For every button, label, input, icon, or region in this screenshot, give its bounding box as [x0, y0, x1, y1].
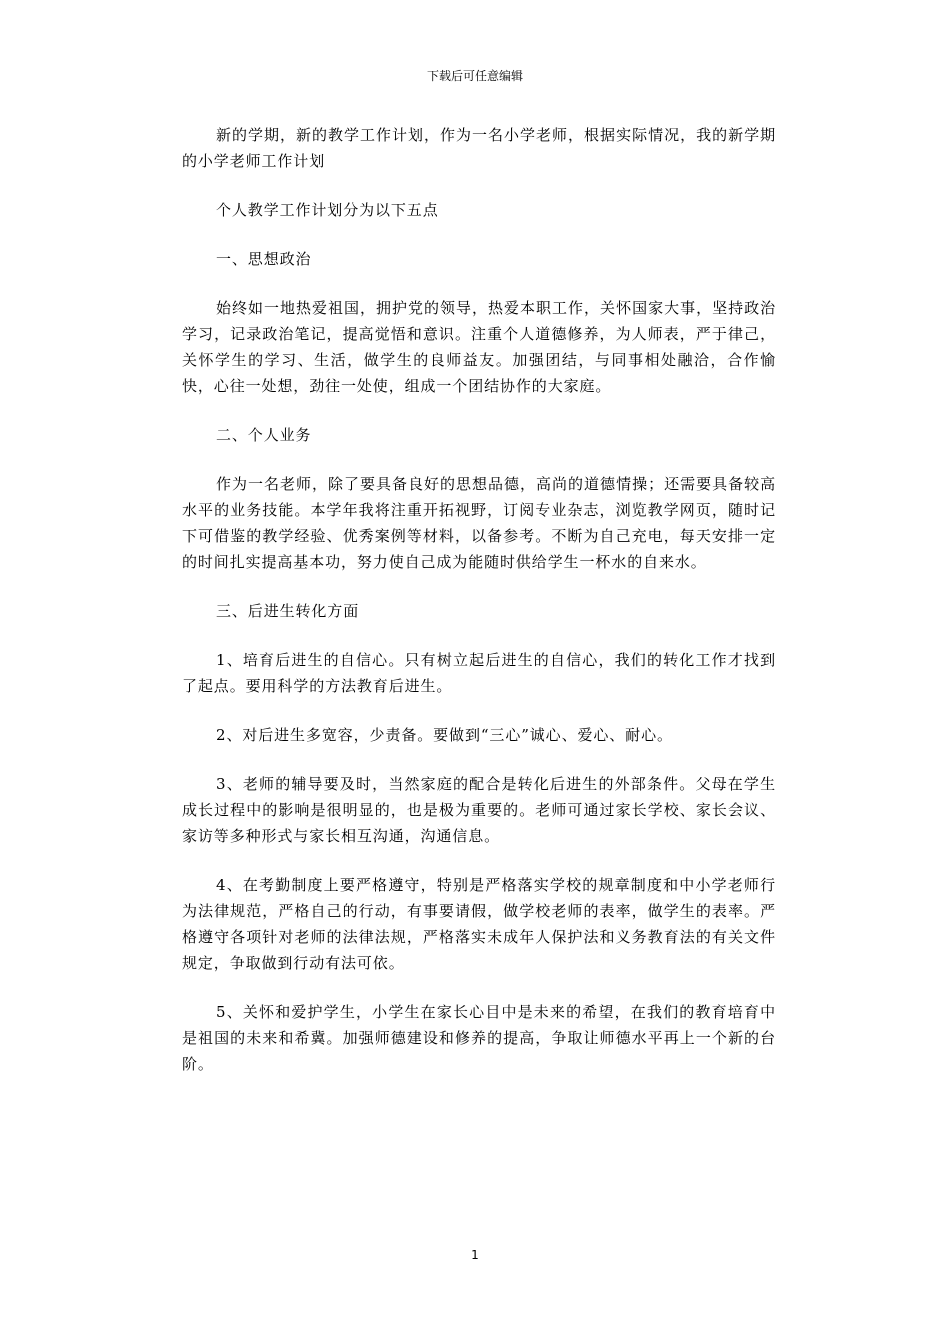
students-item-2: 2、对后进生多宽容，少责备。要做到“三心”诚心、爱心、耐心。 — [216, 726, 673, 744]
students-item-3: 3、老师的辅导要及时，当然家庭的配合是转化后进生的外部条件。父母在学生成长过程中的影响是很明显的，也是极为重要的。老师可通过家长学校、家长会议、家访等多种形式与家长相互沟通，沟通信息。 — [182, 775, 776, 845]
section-heading-students: 三、后进生转化方面 — [216, 602, 360, 620]
page-header: 下载后可任意编辑 — [426, 69, 523, 83]
intro-paragraph: 新的学期，新的教学工作计划，作为一名小学老师，根据实际情况，我的新学期的小学老师工作计划 — [182, 126, 776, 170]
plan-overview: 个人教学工作计划分为以下五点 — [216, 201, 439, 219]
business-paragraph: 作为一名老师，除了要具备良好的思想品德，高尚的道德情操；还需要具备较高水平的业务技能。本学年我将注重开拓视野，订阅专业杂志，浏览教学网页，随时记下可借鉴的教学经验、优秀案例等材料，以备参考。不断为自己充电，每天安排一定的时间扎实提高基本功，努力使自己成为能随时供给学生一杯水的自来水。 — [182, 475, 776, 571]
page-number: 1 — [471, 1248, 479, 1262]
students-item-5: 5、关怀和爱护学生，小学生在家长心目中是未来的希望，在我们的教育培育中是祖国的未来和希冀。加强师德建设和修养的提高，争取让师德水平再上一个新的台阶。 — [182, 1003, 776, 1073]
students-item-1: 1、培育后进生的自信心。只有树立起后进生的自信心，我们的转化工作才找到了起点。要用科学的方法教育后进生。 — [182, 651, 776, 695]
politics-paragraph: 始终如一地热爱祖国，拥护党的领导，热爱本职工作，关怀国家大事，坚持政治学习，记录政治笔记，提高觉悟和意识。注重个人道德修养，为人师表，严于律己，关怀学生的学习、生活，做学生的良师益友。加强团结，与同事相处融洽，合作愉快，心往一处想，劲往一处使，组成一个团结协作的大家庭。 — [182, 299, 776, 395]
document-body — [182, 122, 776, 1100]
students-item-4: 4、在考勤制度上要严格遵守，特别是严格落实学校的规章制度和中小学老师行为法律规范，严格自己的行动，有事要请假，做学校老师的表率，做学生的表率。严格遵守各项针对老师的法律法规，严格落实未成年人保护法和义务教育法的有关文件规定，争取做到行动有法可依。 — [182, 876, 776, 972]
section-heading-business: 二、个人业务 — [216, 426, 312, 444]
section-heading-politics: 一、思想政治 — [216, 250, 312, 268]
